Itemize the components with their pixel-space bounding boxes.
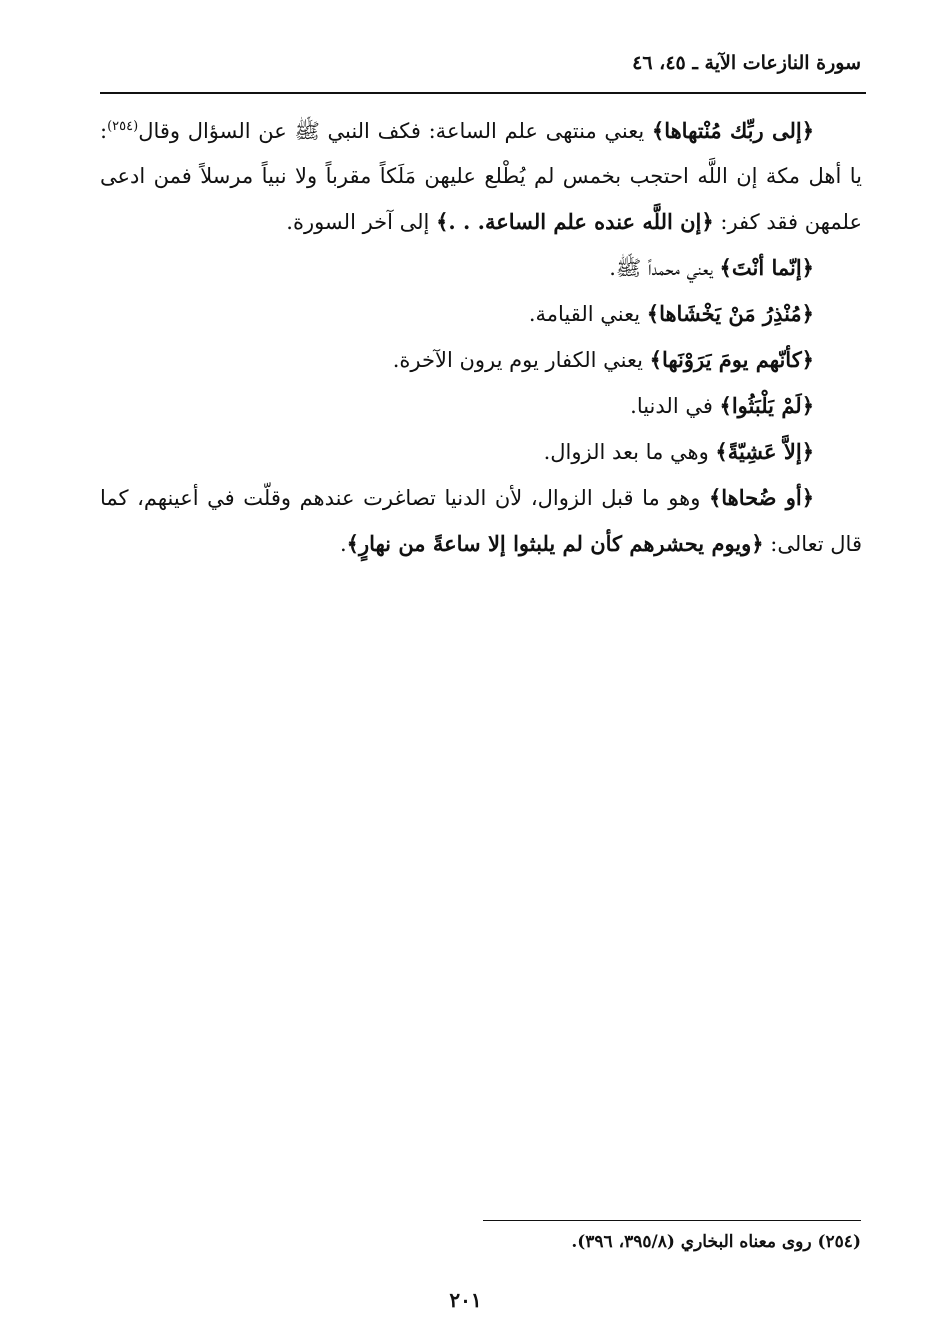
quran-verse: ﴿أو ضُحاها﴾ [708,485,815,510]
quran-verse: ﴿إلاَّ عَشِيّةً﴾ [715,439,814,464]
footnote-reference[interactable]: (٢٥٤) [107,119,139,134]
paragraph-2 [100,245,862,291]
quran-verse: ﴿لَمْ يَلْبَثُوا﴾ [719,393,814,418]
header-rule [100,92,866,94]
commentary-text: في الدنيا. [630,394,720,418]
commentary-text: يعني الكفار يوم يرون الآخرة. [392,348,650,372]
quran-verse: ﴿إنّما أنْتَ﴾ [719,255,814,280]
running-header: سورة النازعات الآية ـ ٤٥، ٤٦ [632,52,861,74]
commentary-text: يعني منتهى علم الساعة: فكف النبي ﷺ عن السؤال وقال [138,119,652,143]
commentary-text: يعني محمداً ﷺ. [609,256,720,280]
commentary-text: . [339,532,347,556]
quran-verse: ﴿إن اللَّه عنده علم الساعة. . .﴾ [436,209,714,234]
footnote-rule [483,1220,861,1221]
paragraph-1 [100,108,862,245]
commentary-text: : يا أهل مكة إن اللَّه احتجب بخمس لم يُطْلع عليهن مَلَكاً مقرباً ولا نبياً مرسلاً فمن ادعى علمهن فقد كفر: [100,119,862,234]
paragraph-7 [100,475,862,567]
quran-verse: ﴿كأنّهم يومَ يَرَوْنَها﴾ [649,347,814,372]
commentary-text: وهو ما قبل الزوال، لأن الدنيا تصاغرت عندهم وقلّت في أعينهم، كما قال تعالى: [100,486,862,556]
paragraph-6 [100,429,862,475]
paragraph-5 [100,383,862,429]
quran-verse: ﴿مُنْذِرُ مَنْ يَخْشَاها﴾ [646,301,814,326]
paragraph-4 [100,337,862,383]
page-number: ٢٠١ [449,1288,482,1312]
quran-verse: ﴿إلى ربِّك مُنْتهاها﴾ [651,118,814,143]
commentary-text: يعني القيامة. [528,302,647,326]
paragraph-3 [100,291,862,337]
footnote: (٢٥٤) روى معناه البخاري (٣٩٥/٨، ٣٩٦). [571,1232,861,1252]
commentary-text: وهي ما بعد الزوال. [543,440,716,464]
quran-verse: ﴿ويوم يحشرهم كأن لم يلبثوا إلا ساعةً من نهارٍ﴾ [346,531,764,556]
commentary-text: إلى آخر السورة. [286,210,437,234]
main-text [100,108,862,567]
